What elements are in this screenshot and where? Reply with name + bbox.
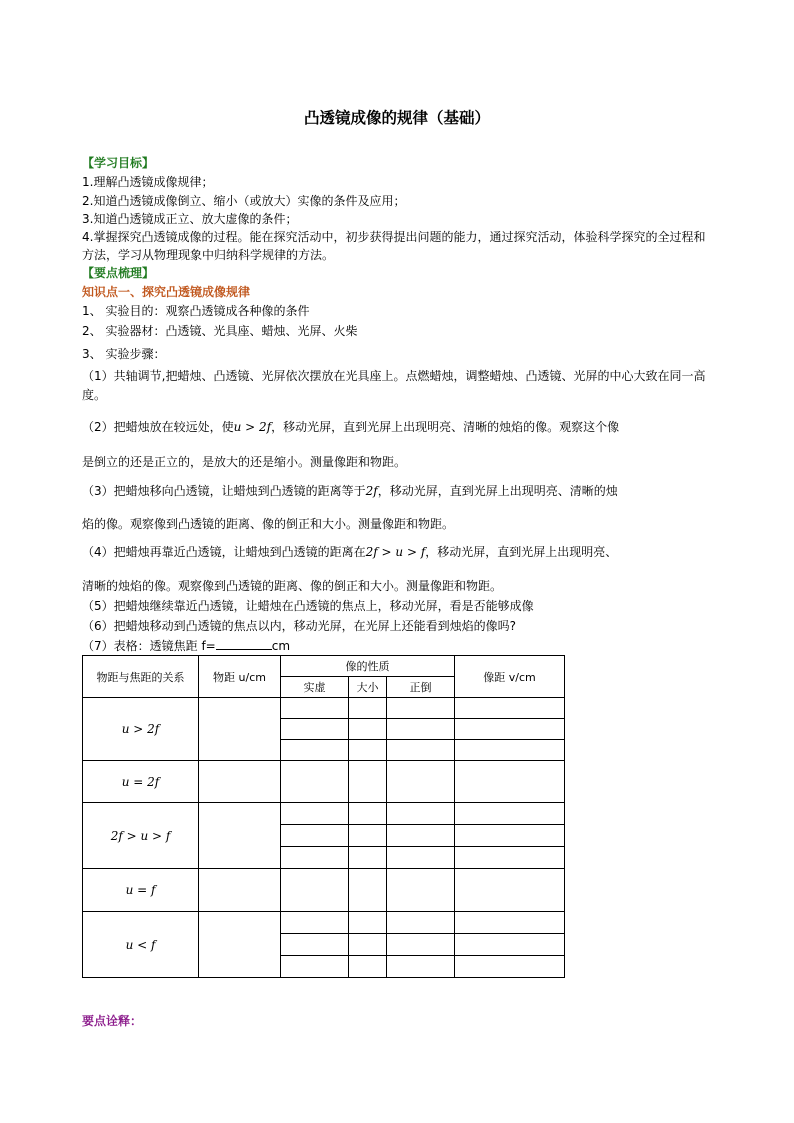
table-cell <box>349 847 387 869</box>
header-relation: 物距与焦距的关系 <box>83 656 199 698</box>
table-cell <box>349 698 387 719</box>
table-row-label: u = 2f <box>83 761 199 803</box>
table-cell <box>199 869 281 912</box>
goal-item-3: 3.知道凸透镜成正立、放大虚像的条件； <box>82 212 298 226</box>
table-cell <box>281 719 349 740</box>
step-2-line-2: 是倒立的还是正立的，是放大的还是缩小。测量像距和物距。 <box>82 455 407 469</box>
table-cell <box>349 803 387 825</box>
table-cell <box>281 825 349 847</box>
table-cell <box>281 956 349 978</box>
table-cell <box>349 761 387 803</box>
table-cell <box>455 698 565 719</box>
table-cell <box>281 869 349 912</box>
table-cell <box>281 803 349 825</box>
table-cell <box>455 803 565 825</box>
step-1: （1）共轴调节,把蜡烛、凸透镜、光屏依次摆放在光具座上。点燃蜡烛，调整蜡烛、凸透镜、光屏的中心大致在同一高度。 <box>82 369 706 402</box>
table-cell <box>199 761 281 803</box>
table-cell <box>455 761 565 803</box>
header-orientation: 正倒 <box>387 677 455 698</box>
focal-length-blank <box>216 639 272 650</box>
table-cell <box>349 825 387 847</box>
step-2-line-1: （2）把蜡烛放在较远处，使u > 2f，移动光屏，直到光屏上出现明亮、清晰的烛焰的像。观察这个像 <box>82 420 620 434</box>
table-cell <box>349 869 387 912</box>
table-cell <box>455 825 565 847</box>
step-6: （6）把蜡烛移动到凸透镜的焦点以内，移动光屏，在光屏上还能看到烛焰的像吗? <box>82 619 517 633</box>
header-image-distance: 像距 v/cm <box>455 656 565 698</box>
step-3-line-2: 焰的像。观察像到凸透镜的距离、像的倒正和大小。测量像距和物距。 <box>82 517 455 531</box>
table-cell <box>281 912 349 934</box>
table-cell <box>455 847 565 869</box>
table-cell <box>455 719 565 740</box>
page-title: 凸透镜成像的规律（基础） <box>303 108 490 127</box>
table-cell <box>387 956 455 978</box>
table-row-label: u = f <box>83 869 199 912</box>
table-cell <box>281 934 349 956</box>
header-image-nature: 像的性质 <box>281 656 455 677</box>
table-row-label: 2f > u > f <box>83 803 199 869</box>
table-cell <box>281 740 349 761</box>
step-5: （5）把蜡烛继续靠近凸透镜，让蜡烛在凸透镜的焦点上，移动光屏，看是否能够成像 <box>82 599 534 613</box>
table-cell <box>455 934 565 956</box>
table-cell <box>455 912 565 934</box>
key-points-explanation-header: 要点诠释： <box>82 1014 143 1028</box>
goals-header: 【学习目标】 <box>82 156 155 170</box>
table-cell <box>349 740 387 761</box>
goal-item-2: 2.知道凸透镜成像倒立、缩小（或放大）实像的条件及应用； <box>82 194 406 208</box>
goal-item-4: 4.掌握探究凸透镜成像的过程。能在探究活动中，初步获得提出问题的能力，通过探究活动，体验科学探究的全过程和方法，学习从物理现象中归纳科学规律的方法。 <box>82 230 706 262</box>
table-cell <box>387 912 455 934</box>
table-cell <box>387 719 455 740</box>
header-object-distance: 物距 u/cm <box>199 656 281 698</box>
table-cell <box>199 912 281 978</box>
table-cell <box>199 698 281 761</box>
table-cell <box>455 956 565 978</box>
experiment-table <box>82 655 565 978</box>
table-cell <box>349 934 387 956</box>
table-cell <box>387 803 455 825</box>
table-cell <box>349 912 387 934</box>
table-row-label: u > 2f <box>83 698 199 761</box>
experiment-purpose: 1、 实验目的：观察凸透镜成各种像的条件 <box>82 304 310 318</box>
table-cell <box>387 761 455 803</box>
table-cell <box>387 740 455 761</box>
table-cell <box>455 869 565 912</box>
step-4-formula: 2f > u > f <box>365 545 426 559</box>
table-cell <box>349 956 387 978</box>
step-2-formula: u > 2f <box>233 420 272 434</box>
table-cell <box>281 761 349 803</box>
summary-header: 【要点梳理】 <box>82 266 155 280</box>
step-4-line-1: （4）把蜡烛再靠近凸透镜，让蜡烛到凸透镜的距离在2f > u > f，移动光屏，直到光屏上出现明亮、 <box>82 545 618 559</box>
goal-item-1: 1.理解凸透镜成像规律； <box>82 175 214 189</box>
table-cell <box>281 698 349 719</box>
step-3-line-1: （3）把蜡烛移向凸透镜，让蜡烛到凸透镜的距离等于2f，移动光屏，直到光屏上出现明亮、清晰的烛 <box>82 484 618 498</box>
step-4-line-2: 清晰的烛焰的像。观察像到凸透镜的距离、像的倒正和大小。测量像距和物距。 <box>82 579 503 593</box>
step-7: （7）表格：透镜焦距 f= cm <box>82 639 291 653</box>
header-real-virtual: 实虚 <box>281 677 349 698</box>
table-cell <box>281 847 349 869</box>
experiment-steps-label: 3、 实验步骤： <box>82 347 166 361</box>
header-size: 大小 <box>349 677 387 698</box>
step-3-formula: 2f <box>365 484 378 498</box>
table-cell <box>387 869 455 912</box>
table-cell <box>387 825 455 847</box>
table-cell <box>387 934 455 956</box>
table-cell <box>199 803 281 869</box>
table-cell <box>349 719 387 740</box>
table-cell <box>455 740 565 761</box>
experiment-equipment: 2、 实验器材：凸透镜、光具座、蜡烛、光屏、火柴 <box>82 324 358 338</box>
table-cell <box>387 847 455 869</box>
table-row-label: u < f <box>83 912 199 978</box>
table-cell <box>387 698 455 719</box>
knowledge-point-1: 知识点一、探究凸透镜成像规律 <box>82 285 251 299</box>
